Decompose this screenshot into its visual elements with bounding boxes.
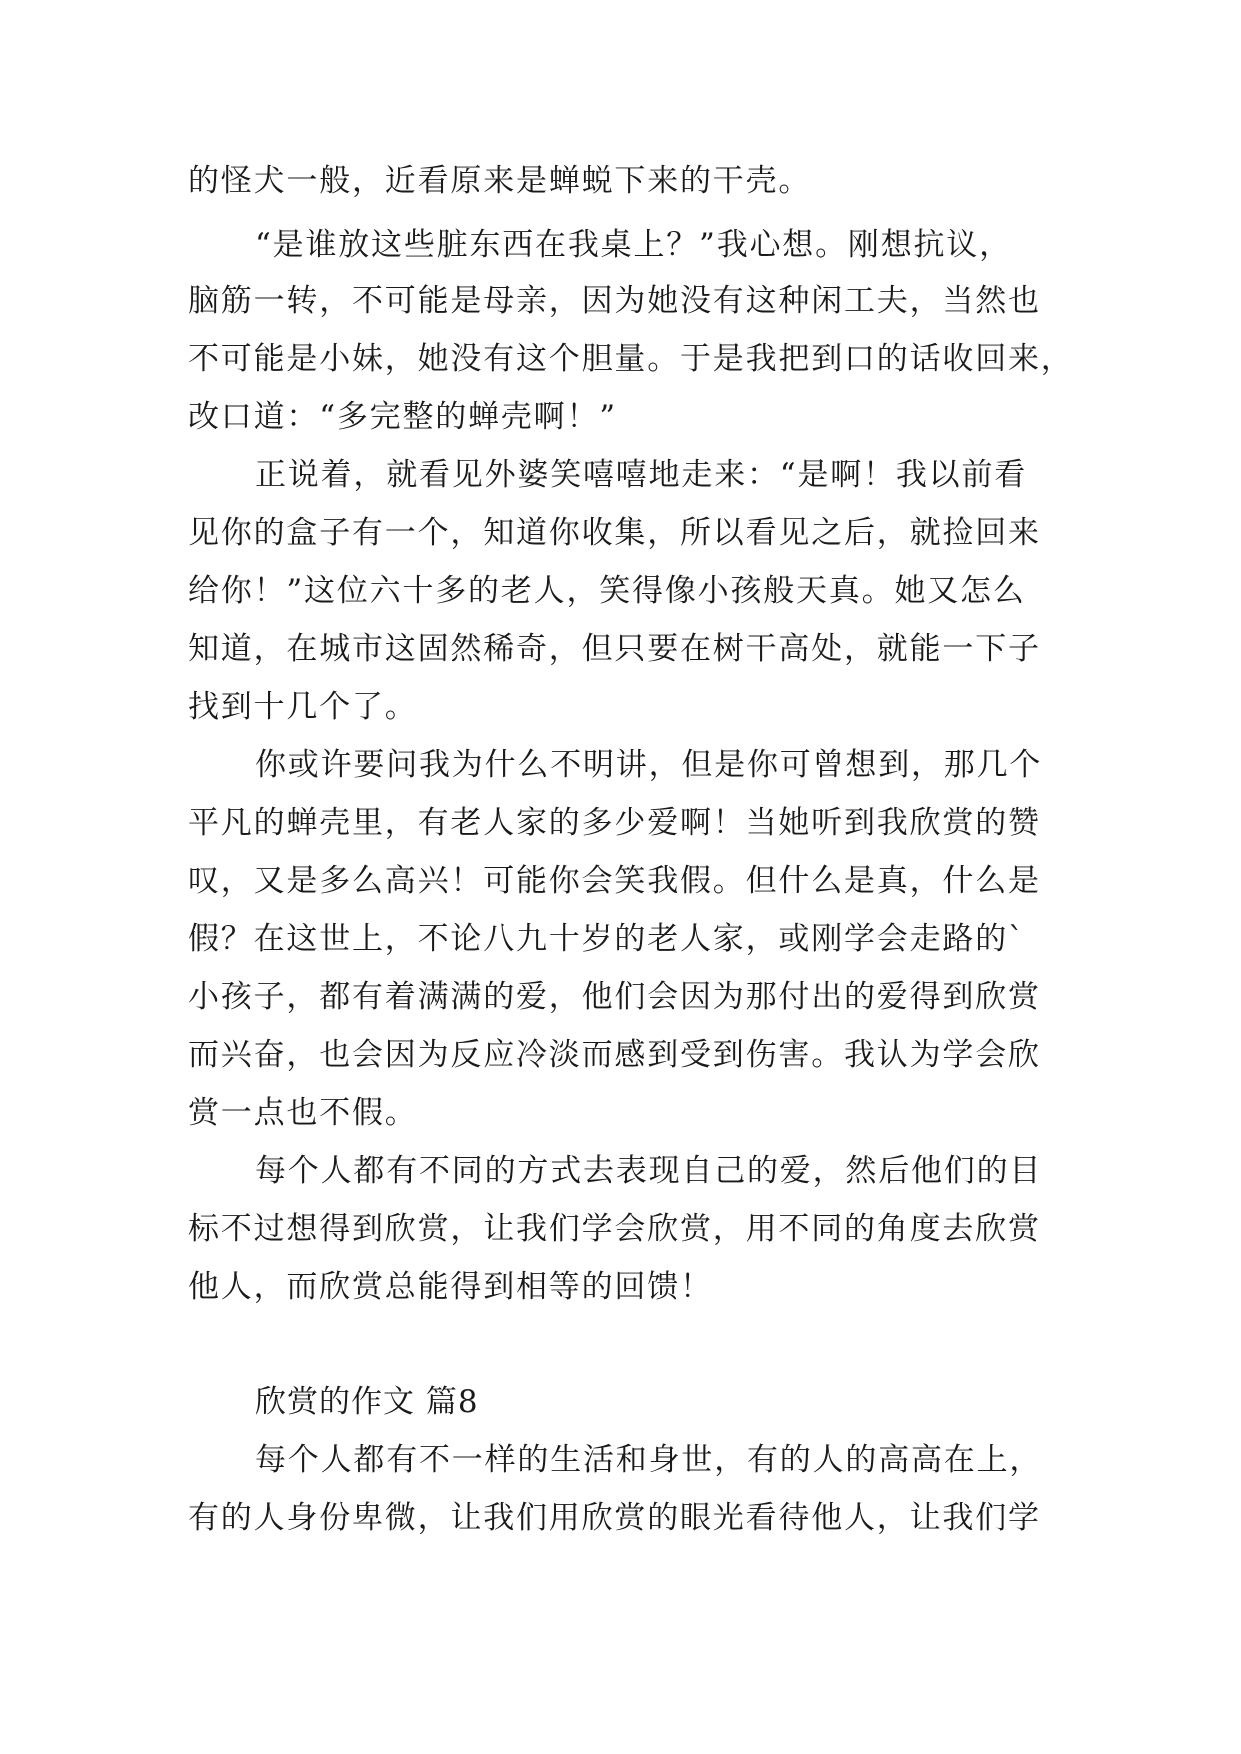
text-line: 不可能是小妹，她没有这个胆量。于是我把到口的话收回来，: [188, 341, 1074, 377]
paragraph-first-line: 正说着，就看见外婆笑嘻嘻地走来：“是啊！我以前看: [255, 457, 1028, 493]
text-line: 叹，又是多么高兴！可能你会笑我假。但什么是真，什么是: [188, 863, 1041, 899]
text-line: 的怪犬一般，近看原来是蝉蜕下来的干壳。: [188, 163, 812, 199]
text-line: 见你的盒子有一个，知道你收集，所以看见之后，就捡回来: [188, 515, 1041, 551]
text-line: 给你！”这位六十多的老人，笑得像小孩般天真。她又怎么: [188, 573, 1026, 609]
text-line: 找到十几个了。: [188, 689, 418, 725]
text-line: 有的人身份卑微，让我们用欣赏的眼光看待他人，让我们学: [188, 1500, 1041, 1536]
text-line: 改口道：“多完整的蝉壳啊！”: [188, 399, 617, 435]
section-heading: 欣赏的作文 篇8: [255, 1384, 479, 1420]
text-line: 他人，而欣赏总能得到相等的回馈！: [188, 1269, 713, 1305]
text-line: 假？在这世上，不论八九十岁的老人家，或刚学会走路的`: [188, 921, 1026, 957]
text-line: 而兴奋，也会因为反应冷淡而感到受到伤害。我认为学会欣: [188, 1037, 1041, 1073]
paragraph-first-line: 你或许要问我为什么不明讲，但是你可曾想到，那几个: [255, 747, 1043, 783]
text-line: 小孩子，都有着满满的爱，他们会因为那付出的爱得到欣赏: [188, 979, 1041, 1015]
paragraph-first-line: “是谁放这些脏东西在我桌上？”我心想。刚想抗议，: [255, 227, 1012, 263]
text-line: 标不过想得到欣赏，让我们学会欣赏，用不同的角度去欣赏: [188, 1211, 1041, 1247]
text-line: 脑筋一转，不可能是母亲，因为她没有这种闲工夫，当然也: [188, 283, 1041, 319]
paragraph-first-line: 每个人都有不同的方式去表现自己的爱，然后他们的目: [255, 1153, 1043, 1189]
text-line: 赏一点也不假。: [188, 1095, 418, 1131]
text-line: 平凡的蝉壳里，有老人家的多少爱啊！当她听到我欣赏的赞: [188, 805, 1041, 841]
paragraph-first-line: 每个人都有不一样的生活和身世，有的人的高高在上，: [255, 1442, 1043, 1478]
text-line: 知道，在城市这固然稀奇，但只要在树干高处，就能一下子: [188, 631, 1041, 667]
